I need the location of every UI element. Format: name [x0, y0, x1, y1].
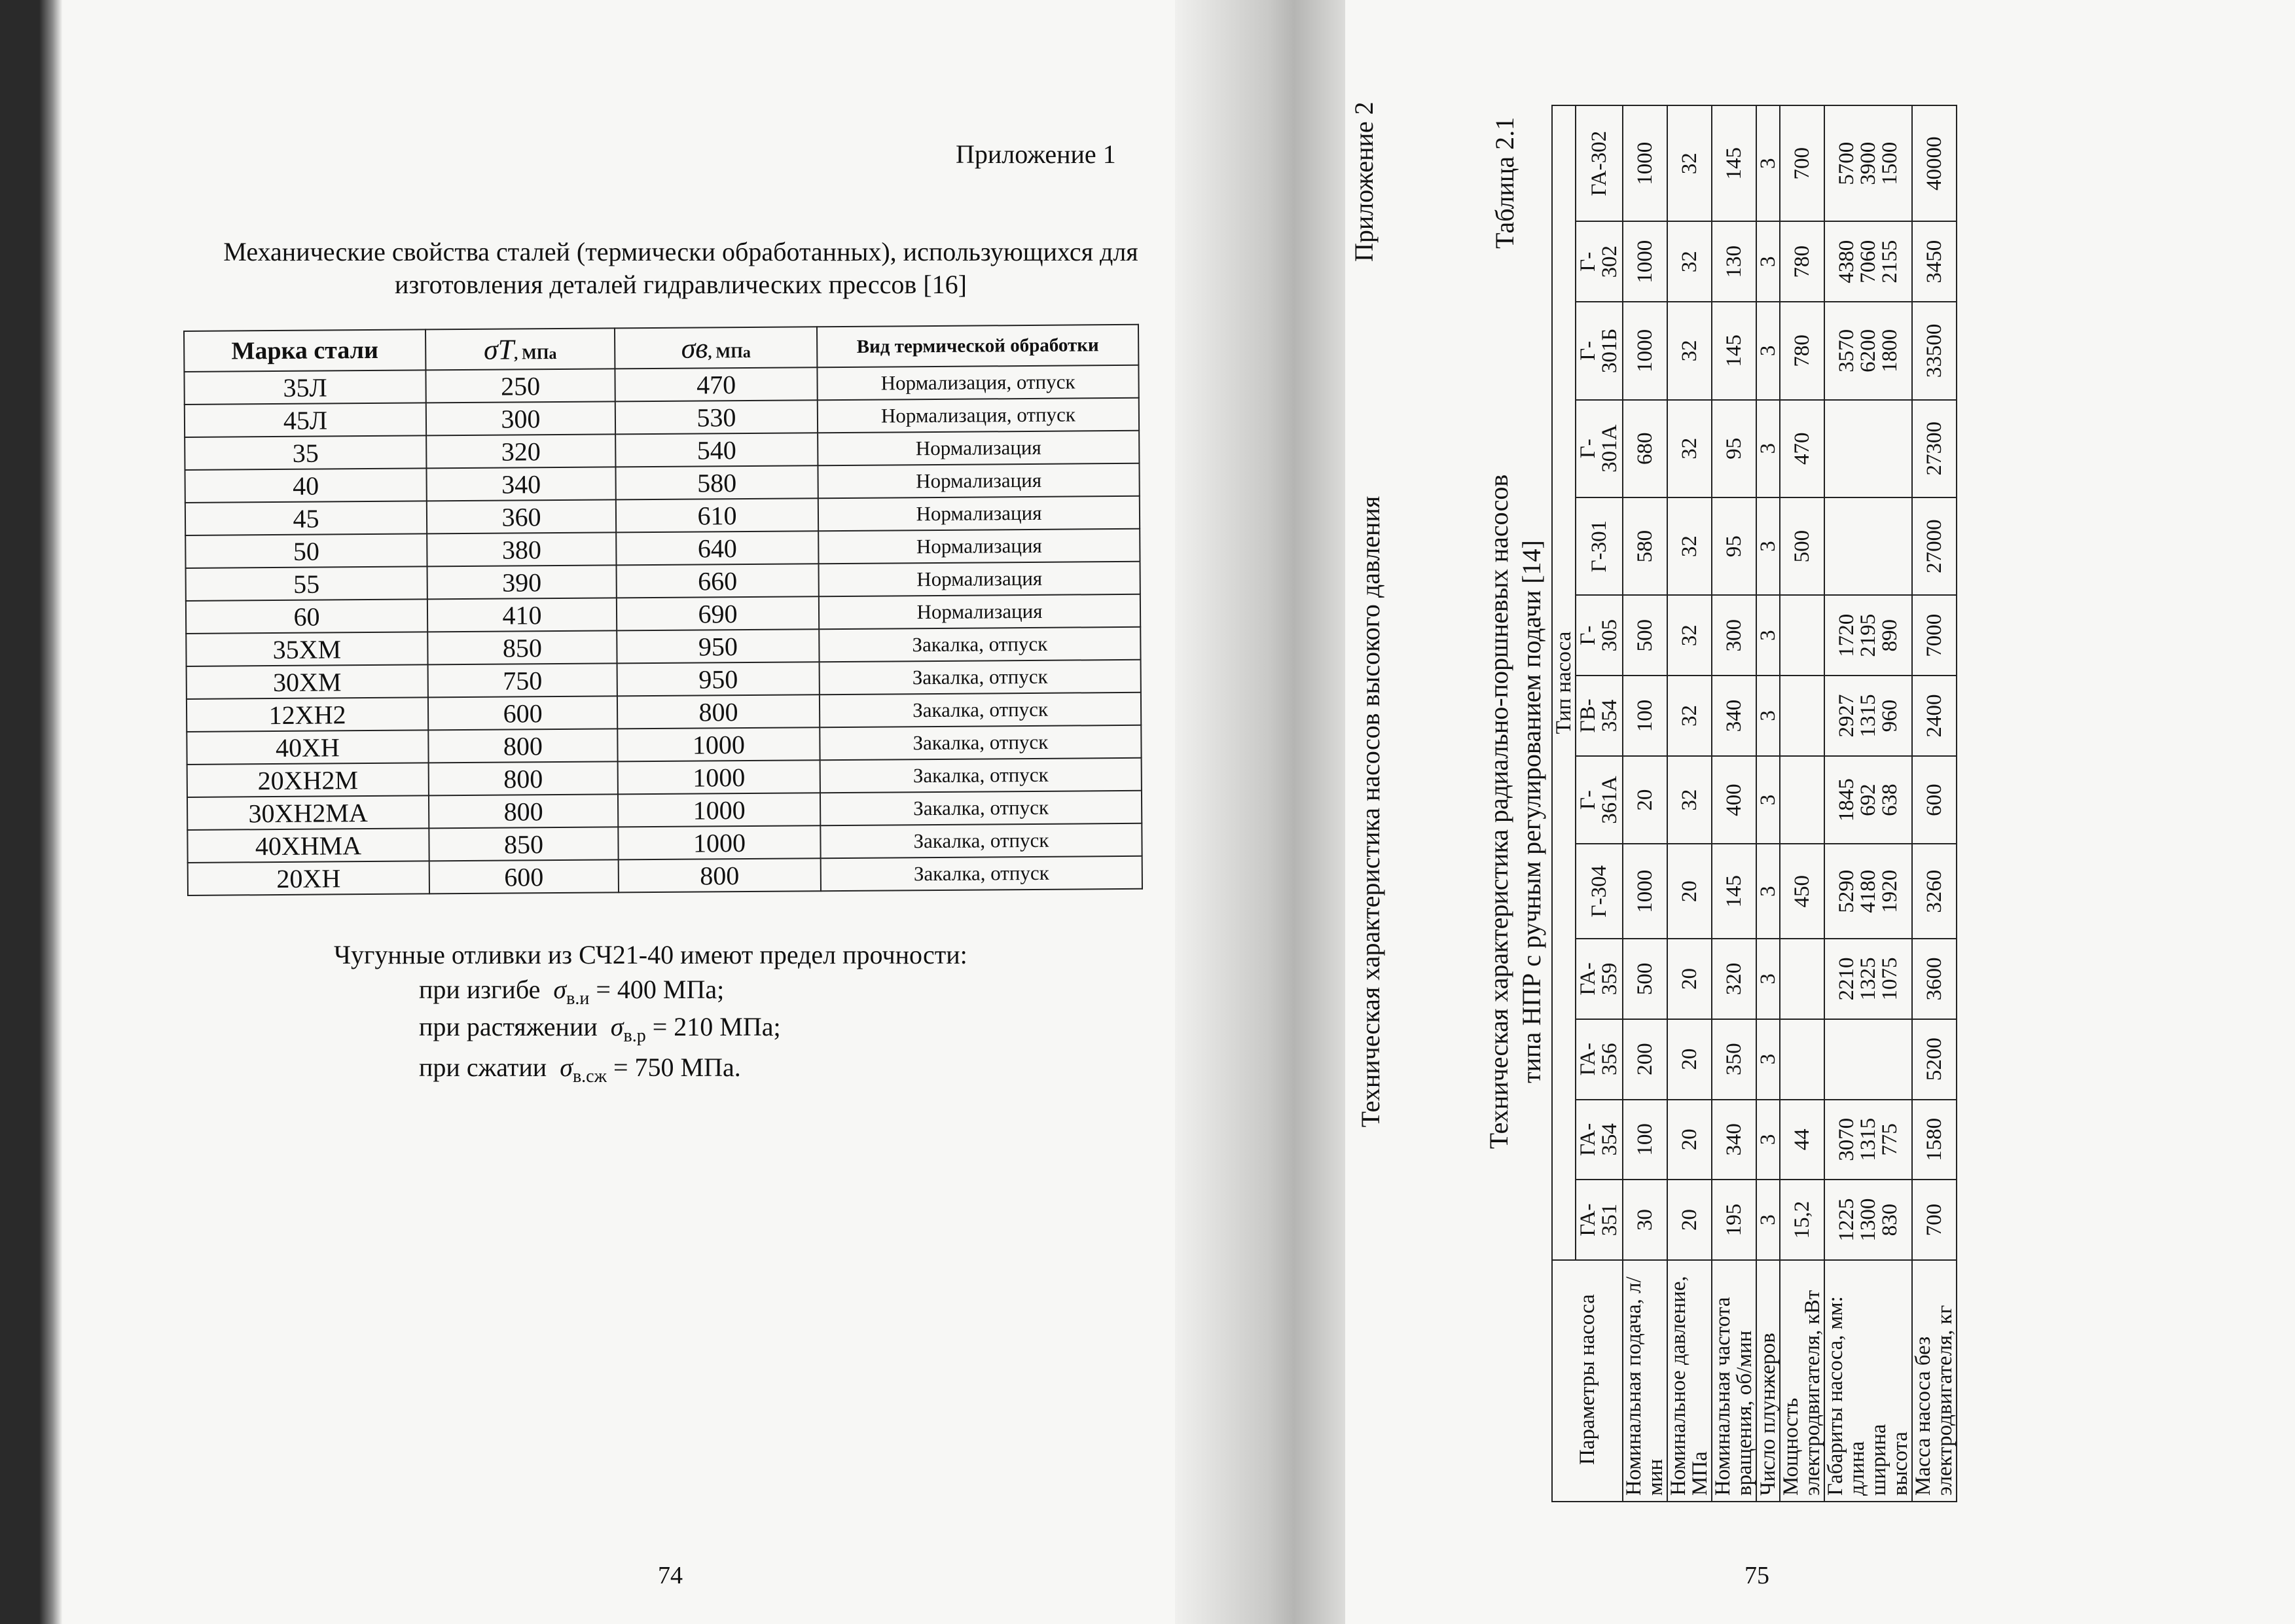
pump-value-cell: 3: [1756, 844, 1780, 939]
cell-sigma-t: 800: [428, 729, 617, 763]
pump-value-cell: 500: [1623, 939, 1667, 1019]
cell-sigma-t: 850: [427, 630, 617, 664]
pump-value-cell: 2400: [1912, 676, 1957, 756]
cell-sigma-v: 530: [615, 400, 818, 434]
pump-type-cell: Г- 305: [1576, 595, 1623, 676]
cell-grade: 35: [185, 435, 426, 470]
cell-grade: 45Л: [185, 403, 426, 437]
cell-sigma-v: 950: [617, 629, 819, 663]
pump-value-cell: [1780, 1019, 1824, 1100]
pump-value-cell: 27000: [1912, 497, 1957, 595]
pump-value-cell: 100: [1623, 676, 1667, 756]
pump-value-cell: 780: [1780, 302, 1824, 399]
pump-value-cell: 95: [1712, 497, 1756, 595]
header-sigma-t: [425, 328, 615, 370]
pump-value-cell: 145: [1712, 844, 1756, 939]
pump-value-cell: 3: [1756, 1019, 1780, 1100]
cell-sigma-v: 690: [617, 596, 819, 630]
pump-type-cell: Г- 361А: [1576, 756, 1623, 844]
cell-grade: 40: [185, 468, 426, 503]
pump-value-cell: 3: [1756, 302, 1780, 399]
pump-value-cell: 1225 1300 830: [1824, 1180, 1912, 1260]
pump-value-cell: 500: [1780, 497, 1824, 595]
pump-value-cell: 3570 6200 1800: [1824, 302, 1912, 399]
pump-value-cell: 3: [1756, 221, 1780, 302]
pump-type-cell: ГА- 351: [1576, 1180, 1623, 1260]
pump-table-row: [1780, 105, 1824, 1502]
pump-value-cell: 780: [1780, 221, 1824, 302]
cell-grade: 45: [185, 501, 427, 535]
cell-grade: 40ХНМА: [187, 828, 429, 863]
cell-grade: 12ХН2: [187, 697, 428, 732]
pump-value-cell: 3: [1756, 756, 1780, 844]
cell-grade: 30ХМ: [187, 664, 428, 699]
pump-value-cell: 3: [1756, 105, 1780, 221]
cell-treatment: Закалка, отпуск: [821, 856, 1142, 891]
pump-value-cell: 30: [1623, 1180, 1667, 1260]
pump-value-cell: 2210 1325 1075: [1824, 939, 1912, 1019]
appendix-2-label: Приложение 2: [1349, 101, 1379, 262]
cell-sigma-v: 640: [616, 531, 818, 565]
pump-value-cell: 32: [1667, 756, 1712, 844]
pump-value-cell: 320: [1712, 939, 1756, 1019]
cell-treatment: Нормализация, отпуск: [818, 398, 1139, 433]
pump-value-cell: 20: [1623, 756, 1667, 844]
tension-value: = 210 МПа;: [652, 1012, 781, 1041]
pump-value-cell: 32: [1667, 676, 1712, 756]
cell-treatment: Нормализация: [819, 594, 1140, 629]
cell-sigma-t: 410: [427, 598, 617, 632]
cell-sigma-t: 360: [427, 499, 616, 533]
bending-subscript: в.и: [566, 988, 590, 1009]
pump-param-cell: Номинальная подача, л/мин: [1623, 1260, 1667, 1502]
pump-value-cell: 300: [1712, 595, 1756, 676]
sigma-t-symbol: σT: [483, 333, 515, 366]
steel-table-row: [188, 856, 1142, 895]
pump-type-cell: ГВ- 354: [1576, 676, 1623, 756]
table-2-1-label: Таблица 2.1: [1490, 117, 1519, 249]
pump-value-cell: 350: [1712, 1019, 1756, 1100]
pump-value-cell: 2927 1315 960: [1824, 676, 1912, 756]
page-number-right: 75: [1744, 1562, 1769, 1589]
cell-treatment: Закалка, отпуск: [820, 660, 1141, 695]
cell-sigma-v: 1000: [617, 727, 820, 761]
pump-param-cell: Номинальное давление, МПа: [1667, 1260, 1712, 1502]
cell-sigma-t: 600: [429, 859, 619, 893]
pump-value-cell: 470: [1780, 400, 1824, 497]
pump-value-cell: 1000: [1623, 105, 1667, 221]
pump-value-cell: 5290 4180 1920: [1824, 844, 1912, 939]
cell-sigma-v: 1000: [618, 825, 820, 859]
pump-value-cell: 3: [1756, 1100, 1780, 1180]
pump-type-cell: Г- 301А: [1576, 400, 1623, 497]
header-grade: Марка стали: [184, 329, 425, 372]
header-pump-type: Тип насоса: [1552, 105, 1576, 1260]
compression-subscript: в.сж: [572, 1066, 607, 1087]
bending-value: = 400 МПа;: [596, 975, 725, 1004]
pump-value-cell: 3: [1756, 1180, 1780, 1260]
pump-param-cell: Мощность электродвигателя, кВт: [1780, 1260, 1824, 1502]
pump-value-cell: 1000: [1623, 844, 1667, 939]
pump-value-cell: 3260: [1912, 844, 1957, 939]
pump-table-row: [1912, 105, 1957, 1502]
pump-table-row: [1623, 105, 1667, 1502]
cast-iron-compression: [419, 1052, 741, 1087]
cell-treatment: Закалка, отпуск: [820, 823, 1142, 858]
pump-value-cell: 1000: [1623, 302, 1667, 399]
pump-param-cell: Число плунжеров: [1756, 1260, 1780, 1502]
steel-table-body: [184, 365, 1142, 895]
pump-type-cell: ГА-302: [1576, 105, 1623, 221]
pump-value-cell: 145: [1712, 105, 1756, 221]
pump-value-cell: 1000: [1623, 221, 1667, 302]
compression-label: при сжатии: [419, 1053, 547, 1082]
pump-value-cell: 20: [1667, 1019, 1712, 1100]
cell-sigma-t: 600: [428, 696, 617, 730]
sigma-v-unit: , МПа: [708, 344, 751, 361]
pump-table-row: [1667, 105, 1712, 1502]
cell-grade: 55: [186, 566, 427, 601]
pump-type-cell: ГА- 356: [1576, 1019, 1623, 1100]
page-number-left: 74: [658, 1562, 683, 1589]
cell-grade: 35ХМ: [186, 632, 427, 666]
cell-sigma-v: 580: [615, 465, 818, 499]
cell-grade: 60: [186, 599, 427, 634]
cell-grade: 20ХН: [188, 861, 429, 895]
pump-type-cell: ГА- 359: [1576, 939, 1623, 1019]
cell-grade: 20ХН2М: [187, 763, 429, 797]
pump-value-cell: [1824, 497, 1912, 595]
cell-treatment: Нормализация: [818, 496, 1140, 531]
pump-table-title-line-1: Техническая характеристика радиально-поршневых насосов: [1484, 474, 1513, 1149]
cell-treatment: Нормализация: [819, 562, 1140, 596]
pump-type-cell: Г-301: [1576, 497, 1623, 595]
pump-value-cell: 3: [1756, 939, 1780, 1019]
pump-value-cell: [1824, 400, 1912, 497]
pump-value-cell: 700: [1780, 105, 1824, 221]
cell-treatment: Закалка, отпуск: [820, 791, 1142, 825]
scan-edge-shadow: [0, 0, 62, 1624]
pump-param-cell: Габариты насоса, мм: длина ширина высота: [1824, 1260, 1912, 1502]
pump-value-cell: 32: [1667, 221, 1712, 302]
pump-value-cell: 32: [1667, 400, 1712, 497]
sigma-symbol: σ: [560, 1053, 573, 1082]
cell-treatment: Закалка, отпуск: [819, 627, 1140, 662]
pump-param-cell: Масса насоса без электродвигателя, кг: [1912, 1260, 1957, 1502]
cell-sigma-t: 250: [425, 369, 615, 403]
pump-value-cell: 3: [1756, 595, 1780, 676]
pump-value-cell: 95: [1712, 400, 1756, 497]
pump-param-cell: Номинальная частота вращения, об/мин: [1712, 1260, 1756, 1502]
pump-value-cell: 680: [1623, 400, 1667, 497]
cell-treatment: Закалка, отпуск: [820, 693, 1141, 727]
pump-value-cell: 20: [1667, 1180, 1712, 1260]
header-treatment: Вид термической обработки: [817, 325, 1138, 367]
pump-value-cell: 3450: [1912, 221, 1957, 302]
pump-characteristics-table: [1551, 105, 1957, 1502]
cell-treatment: Закалка, отпуск: [820, 758, 1142, 793]
cell-grade: 30ХН2МА: [187, 795, 429, 830]
cell-treatment: Нормализация: [818, 529, 1140, 564]
pump-value-cell: 40000: [1912, 105, 1957, 221]
pump-table-body: [1552, 105, 1957, 1502]
cell-grade: 50: [185, 533, 427, 568]
compression-value: = 750 МПа.: [613, 1053, 741, 1082]
pump-value-cell: 500: [1623, 595, 1667, 676]
pump-value-cell: 340: [1712, 676, 1756, 756]
pump-value-cell: 5700 3900 1500: [1824, 105, 1912, 221]
tension-label: при растяжении: [419, 1012, 598, 1041]
steel-table-header-row: [184, 325, 1138, 372]
pump-value-cell: 3: [1756, 400, 1780, 497]
cell-sigma-t: 800: [429, 761, 618, 795]
pump-value-cell: [1780, 595, 1824, 676]
sigma-t-unit: , МПа: [514, 345, 557, 363]
pump-value-cell: 32: [1667, 595, 1712, 676]
pump-value-cell: 195: [1712, 1180, 1756, 1260]
cast-iron-intro: Чугунные отливки из СЧ21-40 имеют предел прочности:: [334, 940, 967, 969]
cell-treatment: Нормализация, отпуск: [817, 365, 1138, 400]
pump-value-cell: 1845 692 638: [1824, 756, 1912, 844]
pump-value-cell: 33500: [1912, 302, 1957, 399]
pump-value-cell: [1780, 756, 1824, 844]
cell-sigma-v: 800: [619, 858, 821, 892]
tension-subscript: в.р: [623, 1026, 646, 1046]
cell-treatment: Закалка, отпуск: [820, 725, 1141, 760]
pump-section-title: Техническая характеристика насосов высокого давления: [1356, 496, 1385, 1128]
pump-type-cell: ГА- 354: [1576, 1100, 1623, 1180]
pump-value-cell: 130: [1712, 221, 1756, 302]
cast-iron-bending: [419, 974, 724, 1009]
pump-value-cell: 4380 7060 2155: [1824, 221, 1912, 302]
sigma-symbol: σ: [553, 975, 567, 1004]
header-sigma-v: [615, 327, 817, 369]
pump-value-cell: 20: [1667, 1100, 1712, 1180]
cell-sigma-v: 470: [615, 367, 817, 401]
sigma-v-symbol: σв: [681, 331, 708, 365]
pump-value-cell: 32: [1667, 302, 1712, 399]
pump-value-cell: 145: [1712, 302, 1756, 399]
header-parameters: Параметры насоса: [1552, 1260, 1623, 1502]
cell-grade: 40ХН: [187, 730, 428, 765]
pump-value-cell: 1580: [1912, 1100, 1957, 1180]
cell-sigma-t: 850: [429, 827, 618, 861]
appendix-1-label: Приложение 1: [956, 139, 1116, 169]
cell-sigma-t: 800: [429, 794, 618, 828]
cell-sigma-t: 340: [426, 467, 615, 501]
pump-value-cell: 340: [1712, 1100, 1756, 1180]
pump-value-cell: 7000: [1912, 595, 1957, 676]
steel-table-title: Механические свойства сталей (термически обработанных), использующихся для изготовления деталей гидравлических прессов [16]: [223, 237, 1138, 299]
pump-value-cell: 20: [1667, 939, 1712, 1019]
bending-label: при изгибе: [419, 975, 541, 1004]
cell-treatment: Нормализация: [818, 463, 1139, 498]
pump-table-row: [1712, 105, 1756, 1502]
pump-value-cell: 700: [1912, 1180, 1957, 1260]
pump-value-cell: 600: [1912, 756, 1957, 844]
pump-value-cell: 3600: [1912, 939, 1957, 1019]
rotated-landscape-content: [1342, 52, 2285, 1571]
pump-value-cell: 15,2: [1780, 1180, 1824, 1260]
pump-table-row: [1756, 105, 1780, 1502]
book-gutter: [1175, 0, 1345, 1624]
cell-sigma-v: 1000: [618, 760, 820, 794]
pump-value-cell: 3070 1315 775: [1824, 1100, 1912, 1180]
cell-treatment: Нормализация: [818, 431, 1139, 465]
pump-value-cell: 20: [1667, 844, 1712, 939]
steel-properties-table: [183, 324, 1143, 896]
cell-sigma-v: 610: [616, 498, 818, 532]
pump-value-cell: [1824, 1019, 1912, 1100]
pump-value-cell: 44: [1780, 1100, 1824, 1180]
pump-value-cell: 32: [1667, 105, 1712, 221]
pump-value-cell: 5200: [1912, 1019, 1957, 1100]
pump-value-cell: 100: [1623, 1100, 1667, 1180]
pump-value-cell: 32: [1667, 497, 1712, 595]
pump-value-cell: 580: [1623, 497, 1667, 595]
sigma-symbol: σ: [610, 1012, 624, 1041]
cell-sigma-v: 540: [615, 433, 818, 467]
pump-value-cell: [1780, 676, 1824, 756]
pump-value-cell: 200: [1623, 1019, 1667, 1100]
pump-value-cell: 400: [1712, 756, 1756, 844]
cell-sigma-v: 800: [617, 695, 820, 729]
pump-table-title: [1483, 52, 1548, 1571]
pump-value-cell: [1780, 939, 1824, 1019]
cell-sigma-t: 300: [426, 401, 615, 435]
cell-grade: 35Л: [184, 370, 425, 405]
cell-sigma-v: 950: [617, 662, 820, 696]
cell-sigma-v: 660: [617, 564, 819, 598]
pump-type-cell: Г-304: [1576, 844, 1623, 939]
cast-iron-tension: [419, 1011, 781, 1047]
cell-sigma-t: 390: [427, 565, 617, 599]
cell-sigma-t: 750: [428, 663, 617, 697]
pump-value-cell: 27300: [1912, 400, 1957, 497]
pump-type-cell: Г- 301Б: [1576, 302, 1623, 399]
pump-value-cell: 450: [1780, 844, 1824, 939]
cell-sigma-t: 320: [426, 434, 615, 468]
cell-sigma-t: 380: [427, 532, 616, 566]
cell-sigma-v: 1000: [618, 793, 820, 827]
pump-type-cell: Г- 302: [1576, 221, 1623, 302]
pump-table-title-line-2: типа НПР с ручным регулированием подачи [14]: [1517, 540, 1546, 1083]
pump-header-row-1: [1552, 105, 1576, 1502]
pump-value-cell: 3: [1756, 676, 1780, 756]
pump-value-cell: 1720 2195 890: [1824, 595, 1912, 676]
pump-value-cell: 3: [1756, 497, 1780, 595]
pump-table-row: [1824, 105, 1912, 1502]
